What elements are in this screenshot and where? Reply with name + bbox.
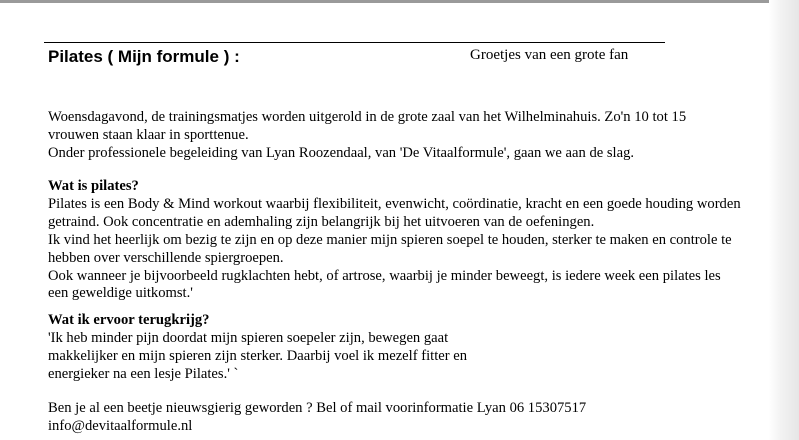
- section-line: energieker na een lesje Pilates.' `: [48, 365, 239, 382]
- page-subtitle: Groetjes van een grote fan: [470, 47, 629, 63]
- section-line: 'Ik heb minder pijn doordat mijn spieren soepeler zijn, bewegen gaat: [48, 329, 449, 346]
- section-heading: Wat ik ervoor terugkrijg?: [48, 312, 210, 328]
- intro-line: Woensdagavond, de trainingsmatjes worden uitgerold in de grote zaal van het Wilhelminahuis. Zo'n 10 tot 15: [48, 109, 687, 125]
- page-top-border: [0, 0, 799, 3]
- page-right-shadow: [769, 0, 799, 440]
- page-title: Pilates ( Mijn formule ) :: [48, 47, 240, 66]
- intro-line: Onder professionele begeleiding van Lyan Roozendaal, van 'De Vitaalformule', gaan we aan de slag.: [48, 144, 635, 161]
- intro-line: vrouwen staan klaar in sporttenue.: [48, 126, 249, 143]
- section-line: getraind. Ook concentratie en ademhaling zijn belangrijk bij het uitvoeren van de oefeningen.: [48, 213, 595, 230]
- section-what-is-pilates: [48, 178, 741, 303]
- intro-paragraph: [48, 109, 686, 163]
- section-line: Ook wanneer je bijvoorbeeld rugklachten hebt, of artrose, waarbij je minder beweegt, is iedere week een pilates les: [48, 267, 721, 284]
- contact-line: Ben je al een beetje nieuwsgierig geworden ? Bel of mail voorinformatie Lyan 06 15307517: [48, 400, 587, 416]
- section-heading: Wat is pilates?: [48, 178, 139, 194]
- section-line: makkelijker en mijn spieren zijn sterker. Daarbij voel ik mezelf fitter en: [48, 347, 468, 364]
- header-rule: [44, 42, 665, 43]
- section-line: hebben over verschillende spiergroepen.: [48, 249, 284, 266]
- section-line: een geweldige uitkomst.': [48, 285, 193, 302]
- section-what-i-get-back: [48, 312, 467, 384]
- section-line: Pilates is een Body & Mind workout waarbij flexibiliteit, evenwicht, coördinatie, kracht en een goede houding worden: [48, 195, 741, 212]
- contact-paragraph: [48, 400, 586, 436]
- contact-email: info@devitaalformule.nl: [48, 417, 193, 434]
- section-line: Ik vind het heerlijk om bezig te zijn en op deze manier mijn spieren soepel te houden, sterker te maken en controle te: [48, 231, 732, 248]
